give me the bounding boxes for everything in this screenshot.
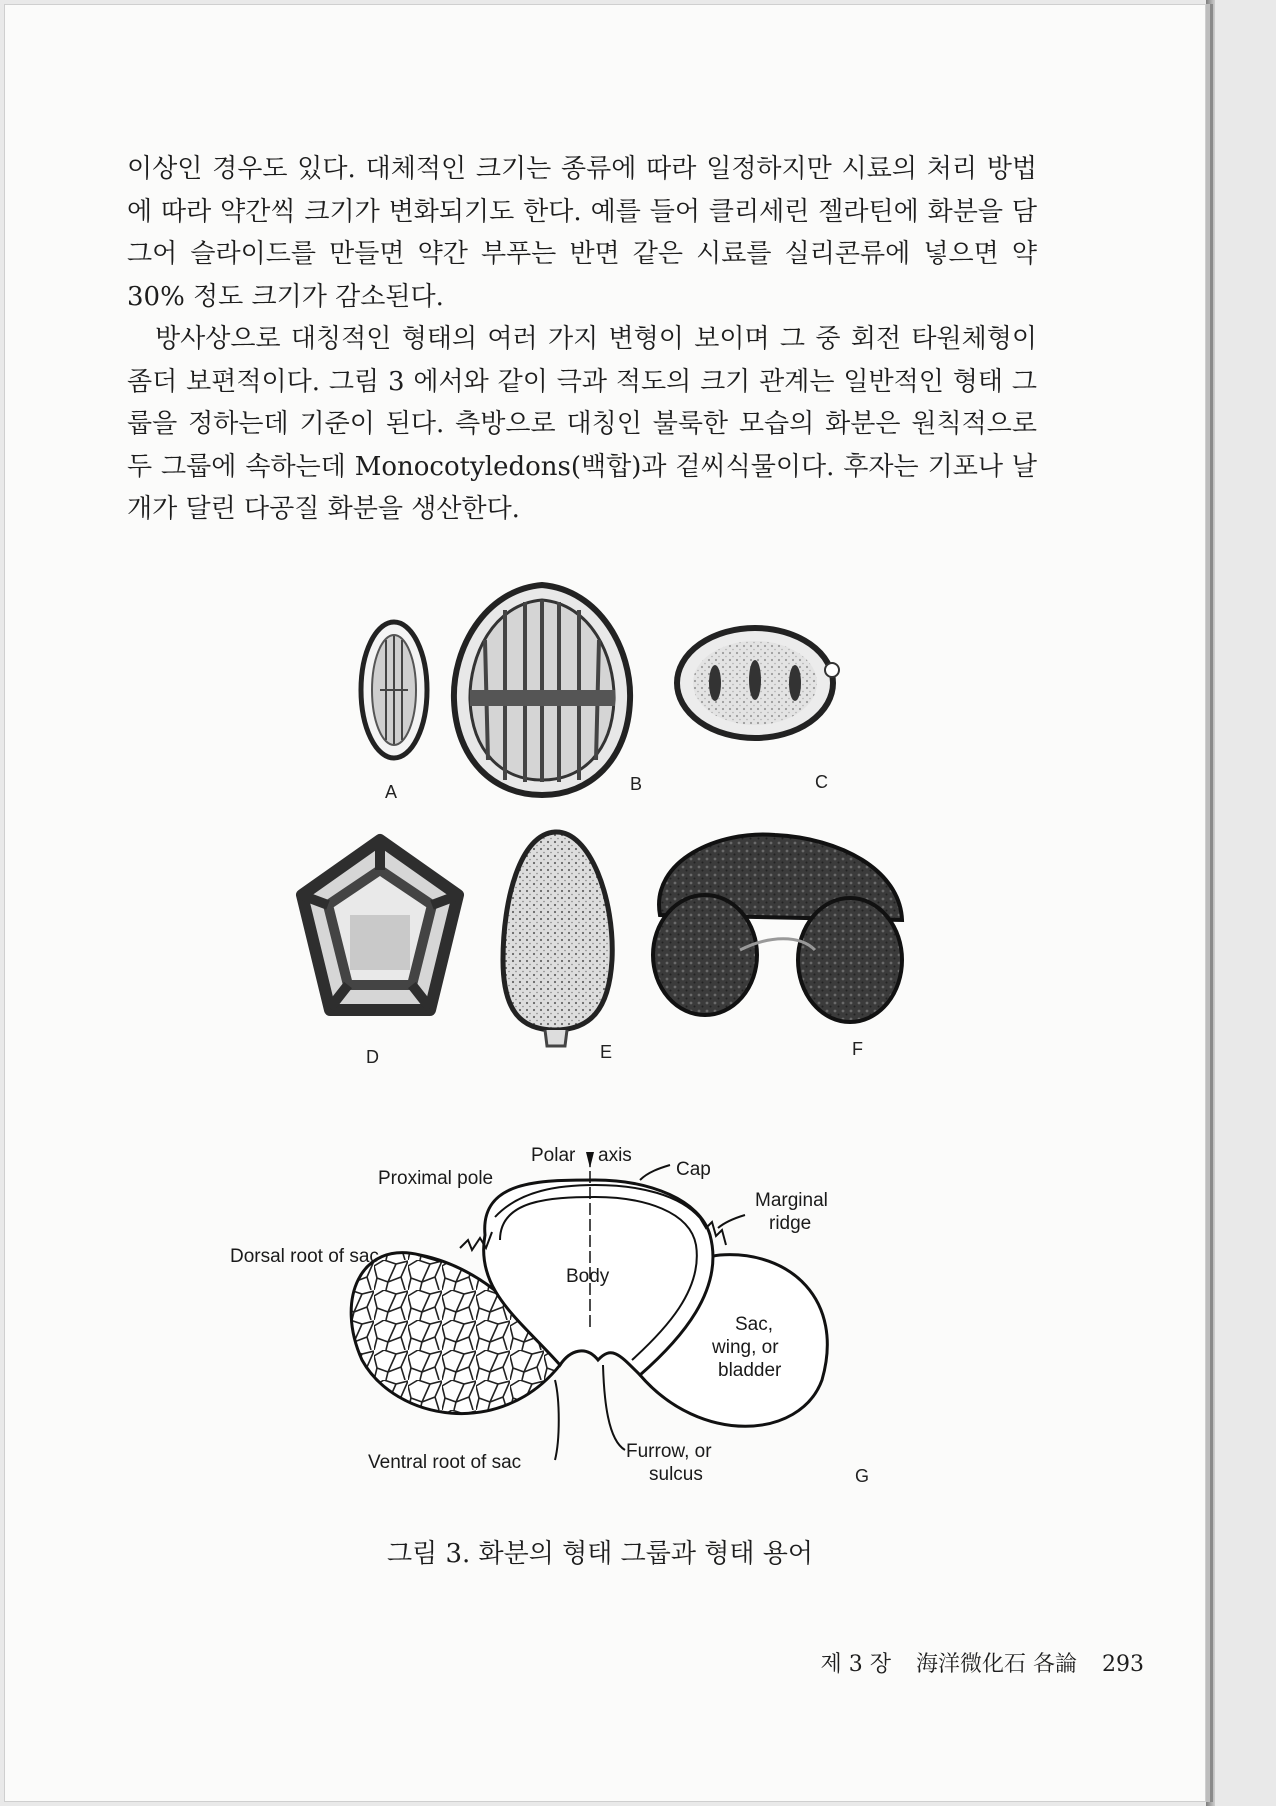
book-spine-edge [1206, 0, 1215, 1806]
pollen-c [677, 628, 839, 738]
term-proximal-pole: Proximal pole [378, 1168, 494, 1189]
term-marginal-1: Marginal [755, 1190, 828, 1211]
term-sac-3: bladder [718, 1360, 782, 1381]
paragraph-2: 방사상으로 대칭적인 형태의 여러 가지 변형이 보이며 그 중 회전 타원체형이 좀더 보편적이다. 그림 3 에서와 같이 극과 적도의 크기 관계는 일반적인 형태 그룹을 정하는데 기준이 된다. 측방으로 대칭인 불룩한 모습의 화분은 원칙적으로 두 그룹에 속하는데 Monocotyledons(백합)과 겉씨식물이다. 후자는 기포나 날개가 달린 다공질 화분을 생산한다. [127, 324, 1037, 524]
term-dorsal-root: Dorsal root of sac [230, 1246, 379, 1267]
term-cap: Cap [676, 1159, 711, 1180]
term-body: Body [566, 1266, 610, 1287]
label-c: C [815, 772, 828, 792]
term-sac-2: wing, or [712, 1337, 779, 1358]
term-furrow-1: Furrow, or [626, 1441, 712, 1462]
label-e: E [600, 1042, 613, 1062]
term-polar: Polar [531, 1145, 576, 1166]
footer-chapter: 제 3 장 [820, 1652, 891, 1677]
label-d: D [366, 1047, 379, 1067]
term-ventral-root: Ventral root of sac [368, 1452, 522, 1473]
term-axis: axis [598, 1145, 632, 1166]
paragraph-1: 이상인 경우도 있다. 대체적인 크기는 종류에 따라 일정하지만 시료의 처리 방법에 따라 약간씩 크기가 변화되기도 한다. 예를 들어 클리세린 젤라틴에 화분을 담그어 슬라이드를 만들면 약간 부푸는 반면 같은 시료를 실리콘류에 넣으면 약 30% 정도 크기가 감소된다. [127, 154, 1037, 312]
pollen-b [454, 585, 630, 795]
figure-caption: 그림 3. 화분의 형태 그룹과 형태 용어 [386, 1539, 814, 1569]
label-f: F [852, 1039, 863, 1059]
pollen-f [653, 834, 902, 1022]
page-footer [803, 1647, 1145, 1678]
label-g: G [855, 1466, 870, 1486]
term-furrow-2: sulcus [649, 1464, 703, 1485]
pollen-e [503, 832, 612, 1046]
pollen-a [361, 622, 427, 758]
pollen-d [302, 840, 458, 1010]
label-b: B [630, 774, 643, 794]
term-marginal-2: ridge [769, 1213, 812, 1234]
page-number: 293 [1102, 1652, 1144, 1677]
label-a: A [385, 782, 398, 802]
term-sac-1: Sac, [735, 1314, 774, 1335]
footer-title: 海洋微化石 各論 [916, 1652, 1077, 1677]
